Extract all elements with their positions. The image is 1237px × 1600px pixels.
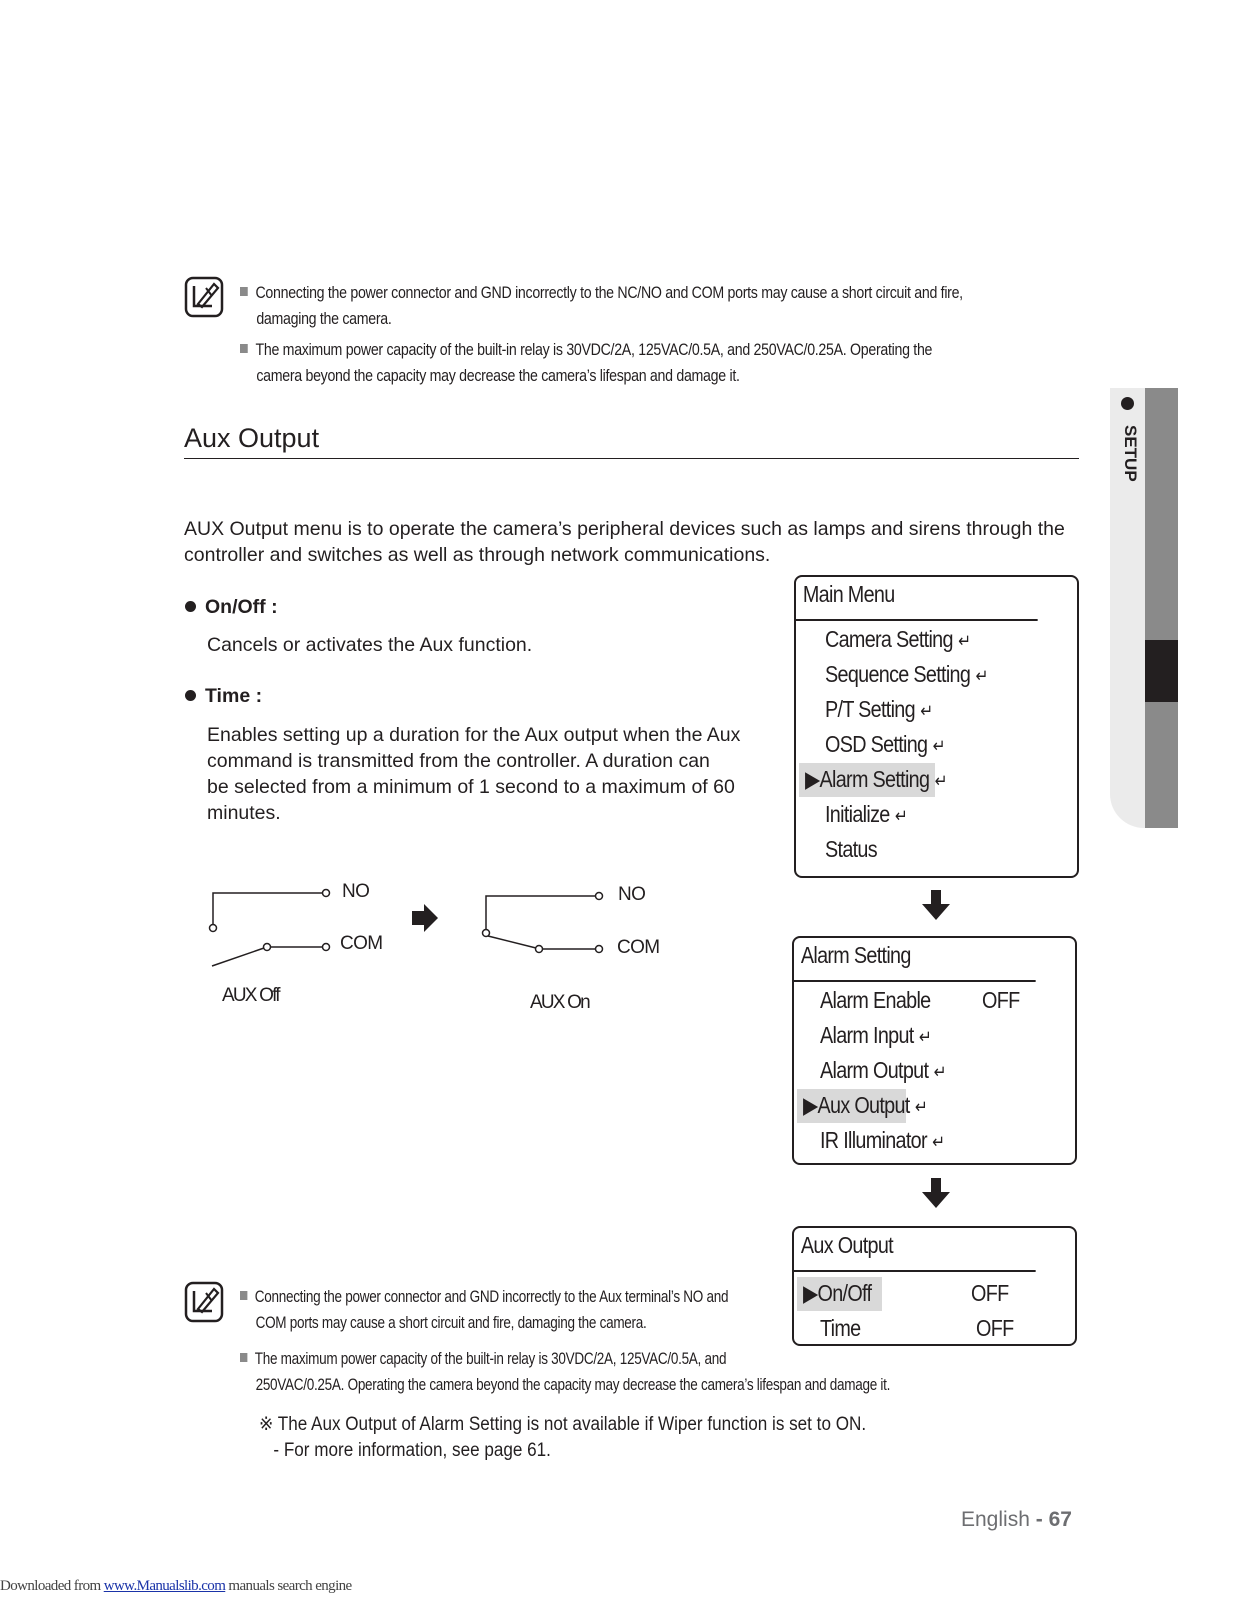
square-bullet-icon [240, 1353, 247, 1362]
side-tab-dot [1121, 397, 1134, 410]
menu-item-label: On/Off [817, 1280, 872, 1306]
alarm-menu-item-alarm-input[interactable] [820, 1022, 931, 1049]
page-number: 67 [1048, 1508, 1072, 1531]
enter-return-icon: ↵ [932, 736, 945, 756]
note-text-line: Connecting the power connector and GND incorrectly to the NC/NO and COM ports may cause a short circuit and fire, [255, 284, 963, 302]
alarm-menu-item-ir-illuminator[interactable] [820, 1127, 944, 1154]
menu-item-label: Alarm Enable [820, 987, 931, 1013]
menu-item-label: Sequence Setting [825, 661, 971, 687]
aux-on-switch [483, 893, 603, 953]
note-text-line: The maximum power capacity of the built-in relay is 30VDC/2A, 125VAC/0.5A, and 250VAC/0.25A. Operating the [255, 341, 933, 359]
menu-item-label: P/T Setting [825, 696, 915, 722]
note-top-item-2 [240, 337, 932, 389]
section-divider [184, 458, 1079, 459]
bullet-label: Time : [205, 685, 263, 707]
footnote-line: ※ The Aux Output of Alarm Setting is not available if Wiper function is set to ON. [259, 1414, 867, 1435]
enter-return-icon: ↵ [933, 1062, 946, 1082]
note-text-line: Connecting the power connector and GND incorrectly to the Aux terminal’s NO and [254, 1288, 729, 1306]
menu-item-label: OSD Setting [825, 731, 928, 757]
alarm-menu-item-alarm-enable[interactable] [820, 987, 930, 1014]
relay-diagram [200, 880, 620, 980]
desc-line: minutes. [207, 802, 281, 824]
main-menu-item-sequence-setting[interactable] [825, 661, 988, 688]
aux-menu-item-onoff[interactable] [803, 1280, 871, 1307]
square-bullet-icon [240, 344, 248, 353]
note-text-line: 250VAC/0.25A. Operating the camera beyond the capacity may decrease the camera’s lifespan and damage it. [255, 1376, 891, 1394]
aux-on-com-label: COM [617, 937, 660, 958]
main-menu-title: Main Menu [796, 577, 1038, 621]
bullet-time-desc [207, 722, 740, 826]
arrow-right-icon [412, 904, 438, 932]
arrow-down-icon [922, 890, 950, 920]
aux-on-label: AUX On [530, 992, 589, 1013]
aux-off-com-label: COM [340, 933, 383, 954]
desc-line: Enables setting up a duration for the Aux output when the Aux [207, 724, 741, 746]
note-text-line: The maximum power capacity of the built-in relay is 30VDC/2A, 125VAC/0.5A, and [254, 1350, 727, 1368]
enter-return-icon: ↵ [957, 631, 971, 651]
note-text-line: camera beyond the capacity may decrease the camera’s lifespan and damage it. [256, 367, 740, 385]
menu-item-label: Aux Output [817, 1092, 910, 1118]
side-tab-marker [1145, 640, 1178, 702]
note-pencil-icon [184, 276, 224, 318]
intro-line: controller and switches as well as through network communications. [184, 544, 771, 566]
desc-line: be selected from a minimum of 1 second to a maximum of 60 [207, 776, 735, 798]
footnote [259, 1412, 934, 1464]
aux-time-value: OFF [976, 1315, 1014, 1341]
menu-item-label: Status [825, 836, 877, 862]
enter-return-icon: ↵ [894, 806, 908, 826]
menu-item-label: Alarm Output [820, 1057, 929, 1083]
side-tab-label: SETUP [1121, 425, 1140, 482]
menu-item-label: Alarm Input [820, 1022, 914, 1048]
selection-pointer-icon: ▶ [803, 1092, 818, 1118]
alarm-menu-item-alarm-output[interactable] [820, 1057, 946, 1084]
main-menu-item-pt-setting[interactable] [825, 696, 932, 723]
bullet-time-title [185, 685, 262, 708]
menu-item-label: Alarm Setting [819, 766, 930, 792]
enter-return-icon: ↵ [918, 1027, 932, 1047]
enter-return-icon: ↵ [934, 771, 947, 791]
footer-language: English [961, 1508, 1030, 1531]
enter-return-icon: ↵ [975, 666, 988, 686]
bullet-dot-icon [185, 601, 196, 612]
note-text-line: COM ports may cause a short circuit and fire, damaging the camera. [255, 1314, 647, 1332]
aux-output-title: Aux Output [794, 1228, 1036, 1272]
main-menu-item-camera-setting[interactable] [825, 626, 970, 653]
enter-return-icon: ↵ [932, 1132, 945, 1152]
main-menu-panel [794, 575, 1079, 878]
download-notice [0, 1578, 352, 1595]
footnote-line: - For more information, see page 61. [273, 1440, 551, 1461]
main-menu-item-initialize[interactable] [825, 801, 907, 828]
download-suffix: manuals search engine [225, 1578, 352, 1594]
aux-menu-item-time[interactable] [820, 1315, 860, 1342]
section-title: Aux Output [184, 423, 320, 453]
menu-item-label: Initialize [825, 801, 890, 827]
note-text-line: damaging the camera. [256, 310, 392, 328]
square-bullet-icon [240, 1291, 247, 1300]
section-intro [184, 516, 1084, 568]
alarm-enable-value: OFF [982, 987, 1020, 1013]
note-bottom-item-1 [240, 1284, 728, 1336]
aux-off-no-label: NO [342, 881, 370, 902]
bullet-dot-icon [185, 690, 196, 701]
arrow-down-icon [922, 1178, 950, 1208]
intro-line: AUX Output menu is to operate the camera’s peripheral devices such as lamps and sirens through the [184, 518, 1065, 540]
selection-pointer-icon: ▶ [805, 766, 820, 792]
aux-off-switch [210, 890, 330, 967]
bullet-onoff-desc: Cancels or activates the Aux function. [207, 634, 533, 656]
menu-item-label: Camera Setting [825, 626, 953, 652]
selection-pointer-icon: ▶ [803, 1280, 818, 1306]
alarm-menu-item-aux-output[interactable] [803, 1092, 927, 1119]
aux-on-no-label: NO [618, 884, 646, 905]
aux-off-label: AUX Off [222, 985, 279, 1006]
page-footer [961, 1508, 1072, 1532]
main-menu-item-status[interactable] [825, 836, 877, 863]
note-pencil-icon [184, 1281, 224, 1323]
alarm-setting-title: Alarm Setting [794, 938, 1036, 982]
note-bottom-item-2 [240, 1346, 890, 1398]
download-prefix: Downloaded from [0, 1578, 104, 1594]
menu-item-label: Time [820, 1315, 861, 1341]
manualslib-link[interactable]: www.Manualslib.com [103, 1578, 226, 1594]
bullet-label: On/Off : [205, 596, 278, 618]
note-top-item-1 [240, 280, 963, 332]
footer-separator: - [1029, 1508, 1049, 1531]
desc-line: command is transmitted from the controller. A duration can [207, 750, 710, 772]
side-tab-bar [1145, 388, 1178, 828]
bullet-onoff-title [185, 596, 278, 619]
enter-return-icon: ↵ [920, 701, 933, 721]
menu-item-label: IR Illuminator [820, 1127, 927, 1153]
square-bullet-icon [240, 287, 248, 296]
main-menu-item-osd-setting[interactable] [825, 731, 945, 758]
main-menu-item-alarm-setting[interactable] [805, 766, 947, 793]
enter-return-icon: ↵ [914, 1097, 928, 1117]
aux-onoff-value: OFF [971, 1280, 1009, 1306]
